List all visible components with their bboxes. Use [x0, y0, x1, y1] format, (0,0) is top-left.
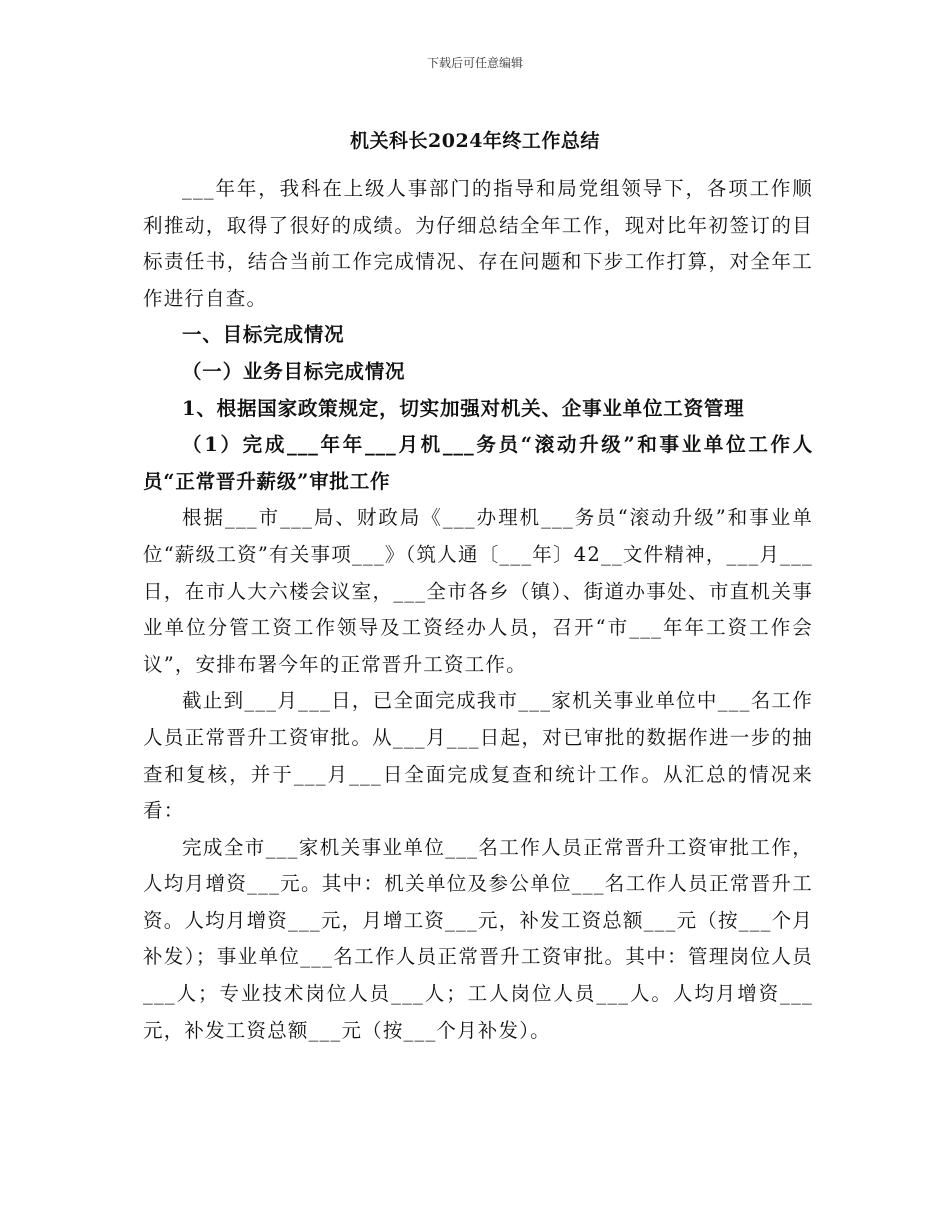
paragraph-summary: 完成全市___家机关事业单位___名工作人员正常晋升工资审批工作，人均月增资___元。其中：机关单位及参公单位___名工作人员正常晋升工资。人均月增资___元，月增工资___元，补发工资总额___元（按___个月补发）；事业单位___名工作人员正常晋升工资审批。其中：管理岗位人员___人；专业技术岗位人员___人；工人岗位人员___人。人均月增资___元，补发工资总额___元（按___个月补发）。	[143, 835, 813, 1042]
document-title: 机关科长2024年终工作总结	[350, 130, 600, 152]
section-heading-1: 一、目标完成情况	[182, 323, 345, 347]
paragraph-intro: ___年年，我科在上级人事部门的指导和局党组领导下，各项工作顺利推动，取得了很好的成绩。为仔细总结全年工作，现对比年初签订的目标责任书，结合当前工作完成情况、存在问题和下步工作打算，对全年工作进行自查。	[143, 177, 813, 310]
paragraph-progress: 截止到___月___日，已全面完成我市___家机关事业单位中___名工作人员正常晋升工资审批。从___月___日起，对已审批的数据作进一步的抽查和复核，并于___月___日全面完成复查和统计工作。从汇总的情况来看：	[143, 689, 813, 823]
paragraph-basis: 根据___市___局、财政局《___办理机___务员“滚动升级”和事业单位“薪级工资”有关事项___》（筑人通〔___年〕42__文件精神，___月___日，在市人大六楼会议室，___全市各乡（镇）、街道办事处、市直机关事业单位分管工资工作领导及工资经办人员，召开“市___年年工资工作会议”，安排布署今年的正常晋升工资工作。	[143, 506, 813, 676]
page-header-note: 下载后可任意编辑	[426, 56, 523, 70]
subitem-heading-1: （1）完成___年年___月机___务员“滚动升级”和事业单位工作人员“正常晋升薪级”审批工作	[143, 433, 813, 493]
item-heading-1: 1、根据国家政策规定，切实加强对机关、企事业单位工资管理	[182, 396, 745, 420]
subsection-heading-1: （一）业务目标完成情况	[182, 359, 406, 383]
document-body	[143, 171, 813, 1049]
